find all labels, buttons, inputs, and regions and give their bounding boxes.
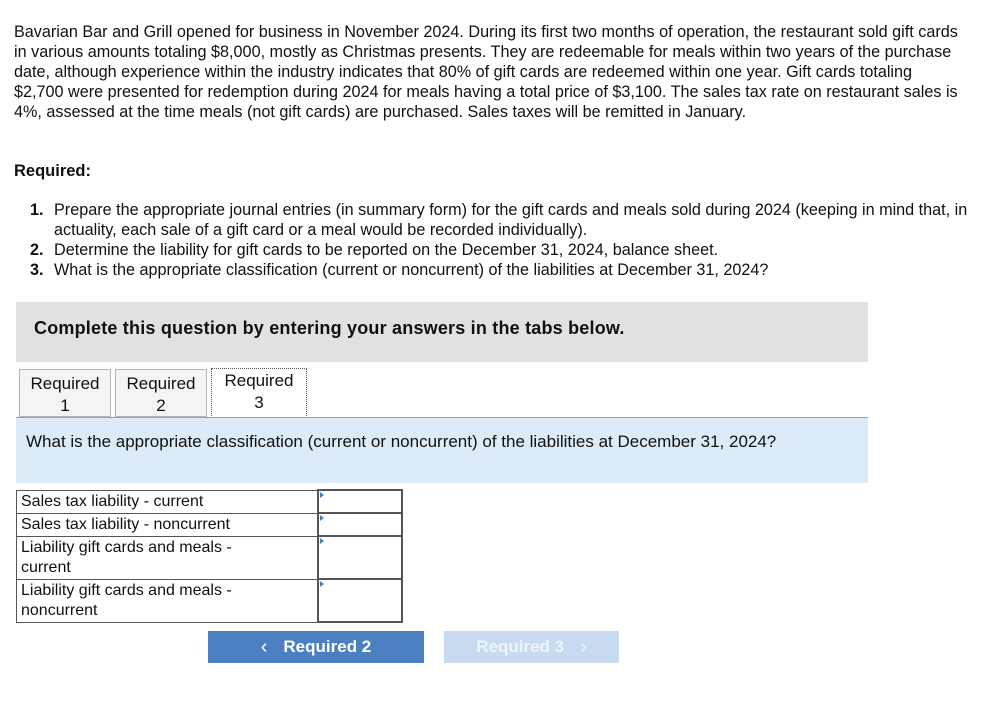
answer-input-gift-cards-current[interactable] [319, 537, 401, 556]
row-label-line2: current [21, 558, 71, 576]
tab-required-1[interactable] [19, 369, 111, 417]
answer-cell [318, 579, 402, 622]
tab-number: 3 [254, 393, 264, 412]
previous-button-label: Required 2 [283, 637, 372, 656]
requirement-text: Prepare the appropriate journal entries (in summary form) for the gift cards and meals sold during 2024 (keeping in mind that, in actuality, each sale of a gift card or a meal would be recorded individually). [54, 201, 968, 239]
answer-table [16, 489, 403, 623]
row-label-line1: Liability gift cards and meals - [21, 581, 232, 599]
requirement-text: What is the appropriate classification (current or noncurrent) of the liabilities at December 31, 2024? [54, 261, 769, 279]
requirement-text: Determine the liability for gift cards to be reported on the December 31, 2024, balance sheet. [54, 241, 719, 259]
instruction-banner [16, 302, 868, 362]
row-label [17, 513, 318, 536]
next-button[interactable] [444, 631, 619, 663]
tab-required-3[interactable] [211, 368, 307, 418]
answer-cell [318, 536, 402, 579]
row-label-line1: Liability gift cards and meals - [21, 538, 232, 556]
requirement-number: 2. [30, 241, 44, 259]
tab-required-2[interactable] [115, 369, 207, 417]
answer-input-gift-cards-noncurrent[interactable] [319, 580, 401, 599]
requirement-item [30, 240, 970, 260]
answer-input-sales-tax-current[interactable] [319, 491, 401, 510]
required-heading: Required: [14, 162, 92, 180]
tab-number: 1 [60, 396, 70, 415]
table-row [17, 513, 402, 536]
problem-description: Bavarian Bar and Grill opened for business in November 2024. During its first two months of operation, the restaurant sold gift cards in various amounts totaling $8,000, mostly as Christmas presents. They are redeemable for meals within two years of the purchase date, although experience within the industry indicates that 80% of gift cards are redeemed within one year. Gift cards totaling $2,700 were presented for redemption during 2024 for meals having a total price of $3,100. The sales tax rate on restaurant sales is 4%, assessed at the time meals (not gift cards) are purchased. Sales taxes will be remitted in January. [14, 23, 958, 121]
answer-cell [318, 490, 402, 513]
table-row [17, 536, 402, 579]
tab-label: Required [126, 374, 196, 393]
row-label [17, 536, 318, 579]
requirement-item [30, 260, 970, 280]
requirement-item [30, 200, 970, 240]
answer-cell [318, 513, 402, 536]
requirements-list [30, 200, 970, 280]
chevron-right-icon: › [580, 635, 587, 658]
row-label-line2: noncurrent [21, 601, 98, 619]
tab-label: Required [30, 374, 100, 393]
tab-number: 2 [156, 396, 166, 415]
answer-input-sales-tax-noncurrent[interactable] [319, 514, 401, 533]
next-button-label: Required 3 [476, 637, 565, 656]
previous-button[interactable] [208, 631, 424, 663]
tab-label: Required [224, 371, 294, 390]
question-text: What is the appropriate classification (current or noncurrent) of the liabilities at December 31, 2024? [26, 432, 777, 451]
row-label [17, 490, 318, 513]
table-row [17, 490, 402, 513]
requirement-number: 3. [30, 261, 44, 279]
chevron-left-icon: ‹ [260, 635, 268, 658]
question-panel [16, 418, 868, 483]
row-label [17, 579, 318, 622]
row-label-line1: Sales tax liability - current [21, 492, 204, 510]
banner-text: Complete this question by entering your answers in the tabs below. [34, 318, 625, 338]
table-row [17, 579, 402, 622]
requirement-number: 1. [30, 201, 44, 219]
row-label-line1: Sales tax liability - noncurrent [21, 515, 230, 533]
